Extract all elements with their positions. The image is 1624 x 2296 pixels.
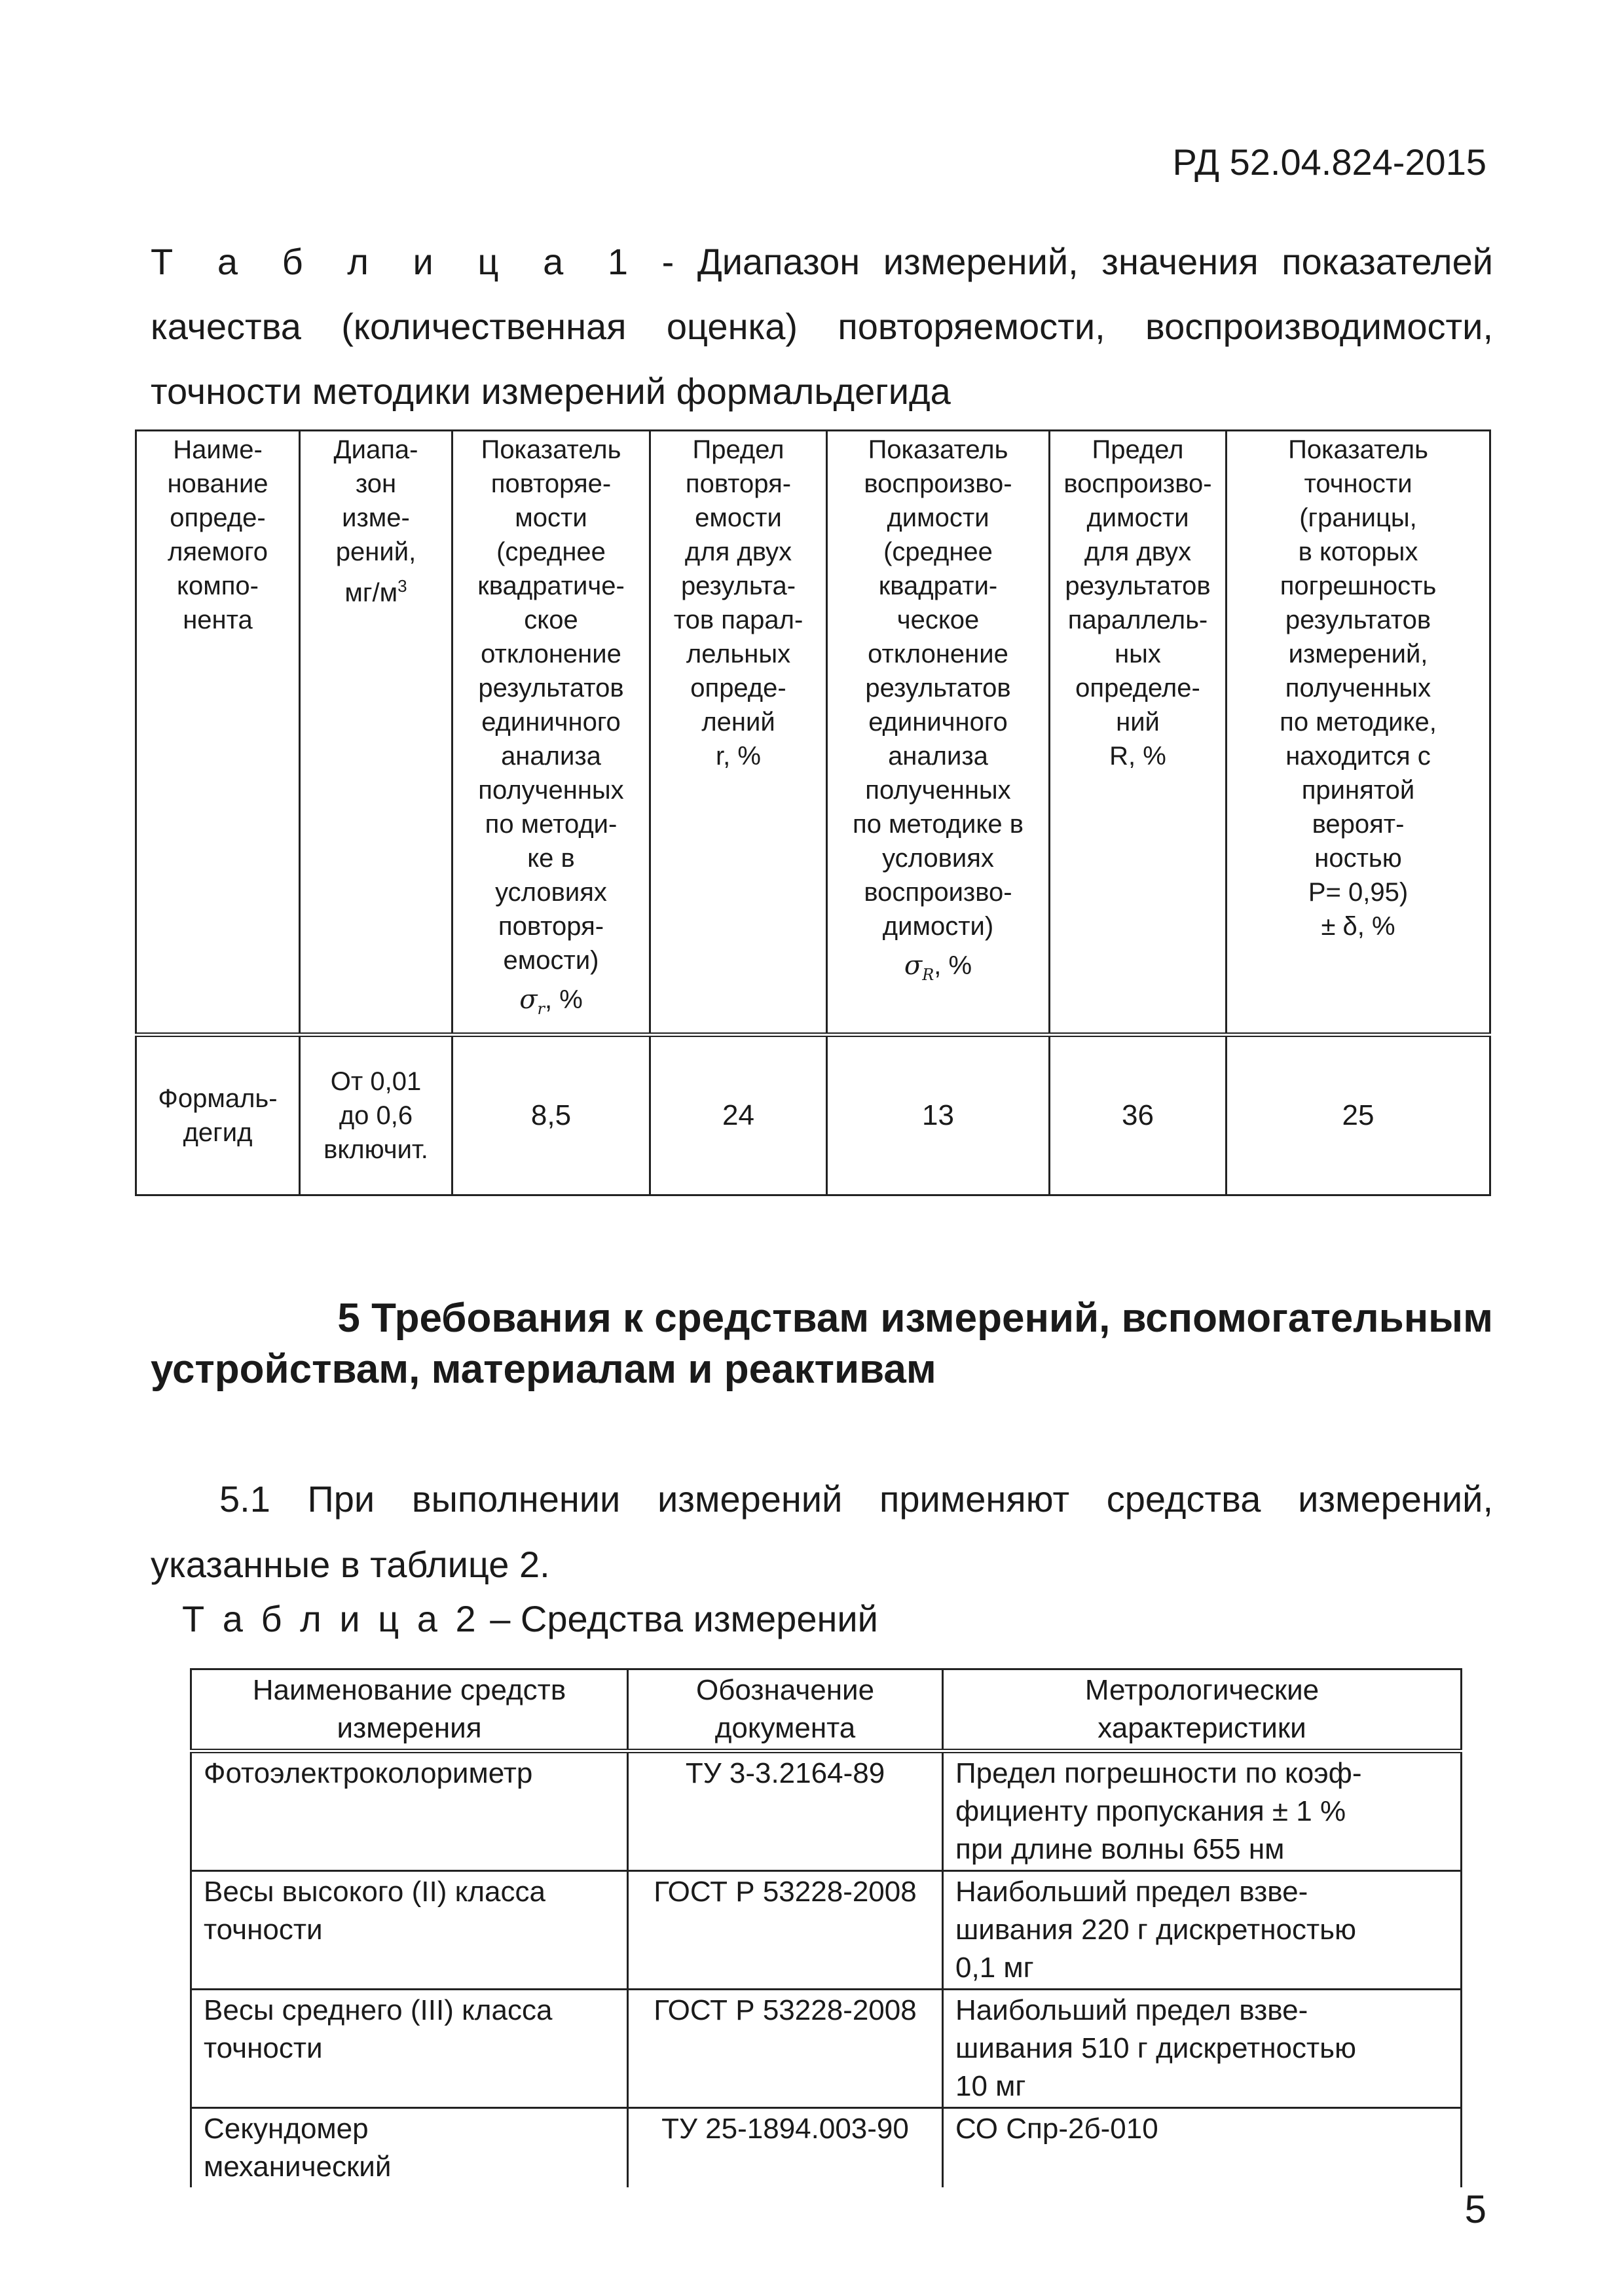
text-line: характеристики <box>1098 1712 1306 1744</box>
table1-header-cell <box>650 431 827 1035</box>
text-line: результатов <box>478 674 624 702</box>
sigma-r-symbol: σ <box>519 985 538 1015</box>
text-line: димости) <box>882 912 994 941</box>
text-line: точности <box>204 2032 323 2064</box>
page-number: 5 <box>1464 2187 1486 2231</box>
text-line: Наибольший предел взве- <box>955 1994 1308 2026</box>
text-line: до 0,6 <box>339 1101 413 1130</box>
text-line: нента <box>183 606 253 634</box>
text-line: шивания 510 г дискретностью <box>955 2032 1357 2064</box>
text-line: Метрологические <box>1084 1674 1320 1706</box>
text-line: Наибольший предел взве- <box>955 1876 1308 1908</box>
text-line: отклонение <box>481 640 621 668</box>
table1-header-cell <box>136 431 300 1035</box>
text-line: результатов <box>1285 606 1431 634</box>
table2-row: Секундомер механический ТУ 25-1894.003-90 СО Спр-2б-010 <box>191 2108 1462 2188</box>
table2-caption: Т а б л и ц а 2 – Средства измерений <box>182 1598 878 1639</box>
text-line: Показатель <box>868 435 1008 464</box>
table2-row: Весы высокого (II) класса точности ГОСТ Р 53228-2008 Наибольший предел взве- шивания 220 г дискретностью 0,1 мг <box>191 1871 1462 1990</box>
text-line: измерений, <box>1288 640 1428 668</box>
text-line: Диапа- <box>333 435 418 464</box>
text-line: тов парал- <box>673 606 803 634</box>
text-line: Формаль- <box>158 1084 278 1113</box>
text-line: для двух <box>684 538 792 566</box>
text-line: Обозначение <box>695 1674 875 1706</box>
table1-header-cell <box>1050 431 1227 1035</box>
text-line: условиях <box>495 878 607 907</box>
repeatability-value: 8,5 <box>452 1035 650 1195</box>
reproducibility-limit-value: 36 <box>1050 1035 1227 1195</box>
text-line: погрешность <box>1280 572 1437 600</box>
accuracy-value: 25 <box>1227 1035 1490 1195</box>
text-line: условиях <box>882 844 994 873</box>
text-line: единичного <box>868 708 1008 737</box>
text-line: (среднее <box>883 538 993 566</box>
text-line: ных <box>1115 640 1161 668</box>
text-line: 0,1 мг <box>955 1952 1034 1984</box>
text-line: лений <box>701 708 775 737</box>
text-line: (среднее <box>496 538 606 566</box>
table1-header-row <box>136 431 1490 1035</box>
text-line: ний <box>1116 708 1160 737</box>
text-line: единичного <box>481 708 621 737</box>
text-line: Наиме- <box>173 435 263 464</box>
text-line: повторя- <box>685 469 792 498</box>
text-line: (границы, <box>1299 503 1417 532</box>
text-line: мости <box>515 503 587 532</box>
table1-header-cell: Показатель повторяе- мости (среднее квадратиче- ское отклонение результатов единичного анализа полученных по методи- ке в условиях повторя- емости) $\sigma_r$, % <box>452 431 650 1035</box>
text-line: определе- <box>1075 674 1200 702</box>
text-line: Наименование средств <box>252 1674 566 1706</box>
table1-header-cell <box>1227 431 1490 1035</box>
text-line: в которых <box>1298 538 1418 566</box>
paragraph-5-1: 5.1 При выполнении измерений применяют средства измерений, указанные в таблице 2. <box>151 1478 1493 1585</box>
text-line: воспроизво- <box>1063 469 1212 498</box>
text-line: Предел <box>1092 435 1184 464</box>
text-line: вероят- <box>1312 810 1405 839</box>
component-cell <box>136 1035 300 1195</box>
text-line: анализа <box>888 742 988 771</box>
text-line: квадратиче- <box>477 572 625 600</box>
text-line: шивания 220 г дискретностью <box>955 1914 1357 1946</box>
text-line: при длине волны 655 нм <box>955 1833 1285 1865</box>
text-line: механический <box>204 2151 392 2183</box>
text-line: по методи- <box>485 810 618 839</box>
text-line: Весы высокого (II) класса <box>204 1876 545 1908</box>
text-line: СО Спр-2б-010 <box>955 2113 1158 2145</box>
repeatability-limit-value: 24 <box>650 1035 827 1195</box>
table1-caption-text: - Диапазон измерений, значения показателей качества (количественная оценка) повторяемости, воспроизводимости, точности методики измерений формальдегида <box>151 241 1493 412</box>
text-line: находится с <box>1285 742 1431 771</box>
text-line: r, % <box>716 742 761 771</box>
text-line: Предел <box>692 435 784 464</box>
table2-header-row <box>191 1669 1462 1751</box>
table2-header-cell <box>628 1669 943 1751</box>
text-line: опреде- <box>690 674 786 702</box>
text-line: лельных <box>686 640 791 668</box>
text-line: нование <box>167 469 268 498</box>
text-line: по методике, <box>1280 708 1437 737</box>
reproducibility-value: 13 <box>827 1035 1050 1195</box>
text-line: результатов <box>865 674 1011 702</box>
text-line: димости <box>887 503 989 532</box>
table2-row: Фотоэлектроколориметр ТУ 3-3.2164-89 Предел погрешности по коэф- фициенту пропускания ± 1 % при длине волны 655 нм <box>191 1751 1462 1871</box>
text-line: Показатель <box>481 435 621 464</box>
text-line: полученных <box>865 776 1011 805</box>
range-cell <box>300 1035 452 1195</box>
text-line: полученных <box>478 776 624 805</box>
text-line: ское <box>524 606 578 634</box>
text-line: емости) <box>503 946 599 975</box>
text-line: рений, <box>335 538 416 566</box>
text-line: компо- <box>177 572 259 600</box>
text-line: ностью <box>1314 844 1402 873</box>
text-line: Весы среднего (III) класса <box>204 1994 553 2026</box>
text-line: ± δ, % <box>1321 912 1395 941</box>
table2-header-cell <box>943 1669 1462 1751</box>
text-line: повторя- <box>498 912 604 941</box>
text-line: повторяе- <box>490 469 612 498</box>
text-line: по методике в <box>853 810 1024 839</box>
text-line: 10 мг <box>955 2070 1026 2102</box>
text-line: ке в <box>527 844 575 873</box>
section-5-title: 5 Требования к средствам измерений, вспомогательным устройствам, материалам и реактивам <box>151 1296 1493 1392</box>
table2 <box>190 1668 1462 2187</box>
text-line: воспроизво- <box>864 878 1012 907</box>
text-line: полученных <box>1285 674 1431 702</box>
table1-caption-label: Т а б л и ц а 1 <box>151 241 638 282</box>
text-line: документа <box>714 1712 856 1744</box>
text-line: для двух <box>1084 538 1192 566</box>
text-line: дегид <box>183 1118 253 1147</box>
text-line: измерения <box>337 1712 482 1744</box>
text-line: анализа <box>501 742 601 771</box>
document-code: РД 52.04.824-2015 <box>1172 141 1486 183</box>
text-line: ляемого <box>168 538 268 566</box>
text-line: изме- <box>342 503 410 532</box>
text-line: точности <box>1304 469 1412 498</box>
text-line: Показатель <box>1288 435 1428 464</box>
text-line: фициенту пропускания ± 1 % <box>955 1795 1346 1827</box>
table1 <box>135 429 1491 1196</box>
table2-row: Весы среднего (III) класса точности ГОСТ Р 53228-2008 Наибольший предел взве- шивания 510 г дискретностью 10 мг <box>191 1990 1462 2108</box>
text-line: Секундомер <box>204 2113 369 2145</box>
table2-header-cell <box>191 1669 628 1751</box>
table1-caption <box>151 229 1493 424</box>
text-line: включит. <box>323 1135 428 1164</box>
text-line: принятой <box>1301 776 1415 805</box>
text-line: Предел погрешности по коэф- <box>955 1757 1362 1789</box>
text-line: опреде- <box>170 503 266 532</box>
text-line: димости <box>1086 503 1189 532</box>
text-line: результа- <box>680 572 796 600</box>
table1-header-cell: Показатель воспроизво- димости (среднее квадрати- ческое отклонение результатов единичного анализа полученных по методике в условиях воспроизво- димости) $\sigma_R$, % <box>827 431 1050 1035</box>
text-line: R, % <box>1109 742 1166 771</box>
sigma-R-symbol: σ <box>904 951 923 981</box>
text-line: емости <box>695 503 782 532</box>
table1-row <box>136 1035 1490 1195</box>
text-line: квадрати- <box>878 572 998 600</box>
text-line: параллель- <box>1067 606 1208 634</box>
text-line: отклонение <box>868 640 1008 668</box>
text-line: От 0,01 <box>330 1067 422 1096</box>
table1-header-cell: Диапа- зон изме- рений, $мг/м^3$ <box>300 431 452 1035</box>
text-line: воспроизво- <box>864 469 1012 498</box>
text-line: ческое <box>896 606 980 634</box>
text-line: зон <box>355 469 397 498</box>
text-line: точности <box>204 1914 323 1946</box>
text-line: Фотоэлектроколориметр <box>204 1757 533 1789</box>
text-line: P= 0,95) <box>1308 878 1409 907</box>
text-line: результатов <box>1065 572 1211 600</box>
